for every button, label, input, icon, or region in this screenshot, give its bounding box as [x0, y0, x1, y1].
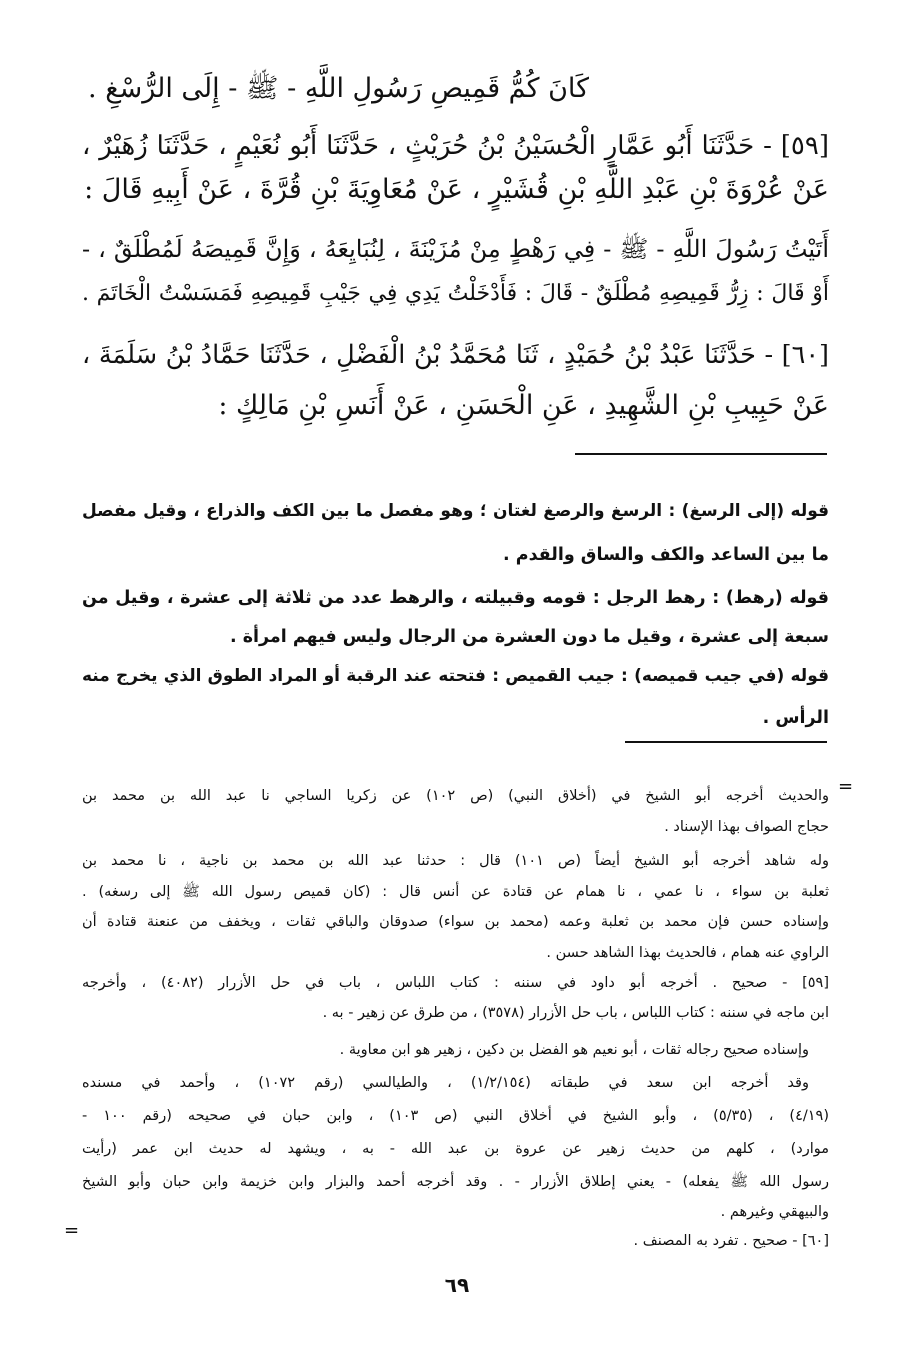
- hadith-line: [٥٩] - حَدَّثَنَا أَبُو عَمَّارٍ الْحُسَيْنُ بْنُ حُرَيْثٍ ، حَدَّثَنَا أَبُو نُعَيْمٍ ، حَدَّثَنَا زُهَيْرٌ ،: [82, 131, 829, 161]
- continuation-mark: =: [64, 1220, 80, 1241]
- page-number: ٦٩: [444, 1273, 470, 1297]
- footnote-line: ابن ماجه في سننه : كتاب اللباس ، باب حل الأزرار (٣٥٧٨) ، من طرق عن زهير - به .: [322, 1004, 829, 1021]
- explanation-line: سبعة إلى عشرة ، وقيل ما دون العشرة من الرجال وليس فيهم امرأة .: [229, 626, 829, 647]
- footnote-line: رسول الله ﷺ يفعله) - يعني إطلاق الأزرار - . وقد أخرجه أحمد والبزار وابن خزيمة وابن حبان وأبو الشيخ: [82, 1173, 829, 1190]
- divider-rule: [575, 453, 827, 455]
- footnote-line: حجاج الصواف بهذا الإسناد .: [664, 818, 829, 835]
- hadith-line: أَتَيْتُ رَسُولَ اللَّهِ - ﷺ - فِي رَهْطٍ مِنْ مُزَيْنَةَ ، لِنُبَايِعَهُ ، وَإِنَّ قَمِيصَهُ لَمُطْلَقٌ ، -: [82, 235, 829, 263]
- explanation-line: قوله (رهط) : رهط الرجل : قومه وقبيلته ، والرهط عدد من ثلاثة إلى عشرة ، وقيل من: [82, 587, 829, 608]
- footnote-line: وقد أخرجه ابن سعد في طبقاته (١/٢/١٥٤) ، والطيالسي (رقم ١٠٧٢) ، وأحمد في مسنده: [82, 1074, 809, 1091]
- footnote-line: (٤/١٩) ، (٥/٣٥) ، وأبو الشيخ في أخلاق النبي (ص ١٠٣) ، وابن حبان في صحيحه (رقم ١٠٠ -: [82, 1107, 829, 1124]
- footnote-line: ثعلبة بن سواء ، نا عمي ، نا همام عن قتادة عن أنس قال : (كان قميص رسول الله ﷺ إلى رسغه) .: [82, 883, 829, 900]
- footnote-line: [٥٩] - صحيح . أخرجه أبو داود في سننه : كتاب اللباس ، باب في حل الأزرار (٤٠٨٢) ، وأخرجه: [82, 974, 830, 991]
- explanation-line: قوله (إلى الرسغ) : الرسغ والرصغ لغتان ؛ وهو مفصل ما بين الكف والذراع ، وقيل مفصل: [82, 501, 829, 521]
- hadith-line: كَانَ كُمُّ قَمِيصِ رَسُولِ اللَّهِ - ﷺ - إِلَى الرُّسْغِ .: [88, 73, 589, 104]
- hadith-line: أَوْ قَالَ : زِرُّ قَمِيصِهِ مُطْلَقٌ - قَالَ : فَأَدْخَلْتُ يَدِي فِي جَيْبِ قَمِيصِهِ فَمَسَسْتُ الْخَاتَمَ .: [82, 281, 829, 306]
- footnote-line: [٦٠] - صحيح . تفرد به المصنف .: [633, 1232, 829, 1249]
- footnote-line: موارد) ، كلهم من حديث زهير عن عروة بن عبد الله - به ، ويشهد له حديث ابن عمر (رأيت: [82, 1140, 829, 1157]
- explanation-line: الرأس .: [762, 707, 829, 728]
- explanation-line: ما بين الساعد والكف والساق والقدم .: [503, 544, 829, 565]
- footnote-line: وإسناده حسن فإن محمد بن ثعلبة وعمه (محمد بن سواء) صدوقان والباقي ثقات ، ويخفف من عنعنة قتادة أن: [82, 913, 829, 930]
- hadith-line: [٦٠] - حَدَّثَنَا عَبْدُ بْنُ حُمَيْدٍ ، ثَنَا مُحَمَّدُ بْنُ الْفَضْلِ ، حَدَّثَنَا حَمَّادُ بْنُ سَلَمَةَ ،: [82, 340, 829, 370]
- footnote-line: والحديث أخرجه أبو الشيخ في (أخلاق النبي) (ص ١٠٢) عن زكريا الساجي نا عبد الله بن محمد بن: [82, 787, 829, 804]
- hadith-line: عَنْ عُرْوَةَ بْنِ عَبْدِ اللَّهِ بْنِ قُشَيْرٍ ، عَنْ مُعَاوِيَةَ بْنِ قُرَّةَ ، عَنْ أَبِيهِ قَالَ :: [84, 174, 829, 205]
- footnote-line: الراوي عنه همام ، فالحديث بهذا الشاهد حسن .: [546, 944, 829, 961]
- footnote-line: والبيهقي وغيرهم .: [720, 1203, 829, 1220]
- footnote-line: وإسناده صحيح رجاله ثقات ، أبو نعيم هو الفضل بن دكين ، زهير هو ابن معاوية .: [339, 1041, 809, 1058]
- explanation-line: قوله (في جيب قميصه) : جيب القميص : فتحته عند الرقبة أو المراد الطوق الذي يخرج منه: [82, 666, 829, 686]
- continuation-mark: =: [838, 776, 854, 797]
- hadith-line: عَنْ حَبِيبِ بْنِ الشَّهِيدِ ، عَنِ الْحَسَنِ ، عَنْ أَنَسِ بْنِ مَالِكٍ :: [218, 390, 829, 421]
- footnote-line: وله شاهد أخرجه أبو الشيخ أيضاً (ص ١٠١) قال : حدثنا عبد الله بن محمد بن ناجية ، نا محمد بن: [82, 852, 829, 869]
- divider-rule: [625, 741, 827, 743]
